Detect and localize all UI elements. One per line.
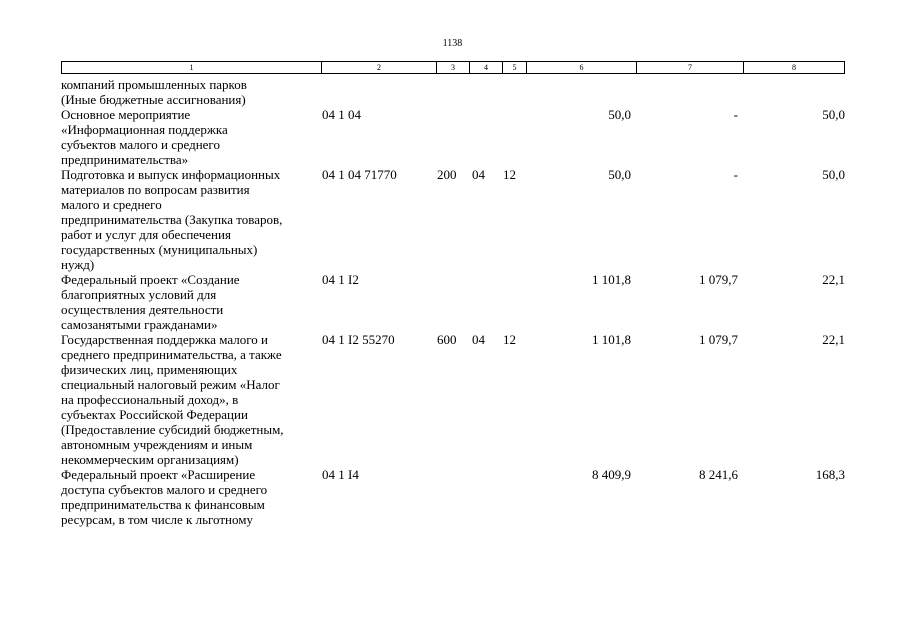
row-name: Государственная поддержка малого и среднего предпринимательства, а также физических лиц, применяющих специальный налоговый режим «Налог на профессиональный доход», в субъектах Российской Федерации (Предоставление субсидий бюджетным, автономным учреждениям и иным некоммерческим организациям) <box>61 332 284 467</box>
row-code: 04 1 I4 <box>322 467 359 482</box>
row-value-total: 1 101,8 <box>592 332 631 347</box>
table-row <box>61 107 845 167</box>
header-col-5: 5 <box>503 62 527 73</box>
row-value-regional: 168,3 <box>815 467 845 482</box>
row-value-regional: 22,1 <box>822 332 845 347</box>
row-section: 04 <box>472 332 485 347</box>
row-value-federal: 1 079,7 <box>699 332 738 347</box>
row-subsection: 12 <box>503 167 516 182</box>
table-row <box>61 77 845 107</box>
row-name: Федеральный проект «Создание благоприятных условий для осуществления деятельности самозанятыми гражданами» <box>61 272 240 332</box>
row-value-federal: - <box>733 107 738 122</box>
row-value-federal: 8 241,6 <box>699 467 738 482</box>
row-value-regional: 50,0 <box>822 107 845 122</box>
table-row <box>61 272 845 332</box>
row-value-total: 50,0 <box>608 107 631 122</box>
header-col-6: 6 <box>527 62 637 73</box>
row-value-federal: 1 079,7 <box>699 272 738 287</box>
row-value-regional: 22,1 <box>822 272 845 287</box>
row-name: Подготовка и выпуск информационных материалов по вопросам развития малого и среднего предпринимательства (Закупка товаров, работ и услуг для обеспечения государственных (муниципальных) нужд) <box>61 167 283 272</box>
row-code: 04 1 04 71770 <box>322 167 397 182</box>
row-code: 04 1 I2 55270 <box>322 332 395 347</box>
header-col-1: 1 <box>62 62 322 73</box>
table-header <box>61 61 845 74</box>
row-value-regional: 50,0 <box>822 167 845 182</box>
table-row <box>61 332 845 467</box>
row-expense-type: 600 <box>437 332 457 347</box>
row-code: 04 1 04 <box>322 107 361 122</box>
row-subsection: 12 <box>503 332 516 347</box>
row-value-total: 1 101,8 <box>592 272 631 287</box>
row-value-total: 50,0 <box>608 167 631 182</box>
row-section: 04 <box>472 167 485 182</box>
table-body <box>61 77 845 527</box>
header-col-8: 8 <box>792 63 796 72</box>
header-col-3: 3 <box>437 62 470 73</box>
row-expense-type: 200 <box>437 167 457 182</box>
header-col-4: 4 <box>470 62 503 73</box>
page-number: 1138 <box>442 38 463 49</box>
table-row <box>61 467 845 527</box>
row-name: компаний промышленных парков (Иные бюджетные ассигнования) <box>61 77 247 107</box>
row-name: Основное мероприятие «Информационная поддержка субъектов малого и среднего предпринимательства» <box>61 107 228 167</box>
row-value-federal: - <box>733 167 738 182</box>
header-col-2: 2 <box>322 62 437 73</box>
table-row <box>61 167 845 272</box>
row-value-total: 8 409,9 <box>592 467 631 482</box>
row-code: 04 1 I2 <box>322 272 359 287</box>
row-name: Федеральный проект «Расширение доступа субъектов малого и среднего предпринимательства к финансовым ресурсам, в том числе к льготному <box>61 467 268 527</box>
header-col-7: 7 <box>637 62 744 73</box>
